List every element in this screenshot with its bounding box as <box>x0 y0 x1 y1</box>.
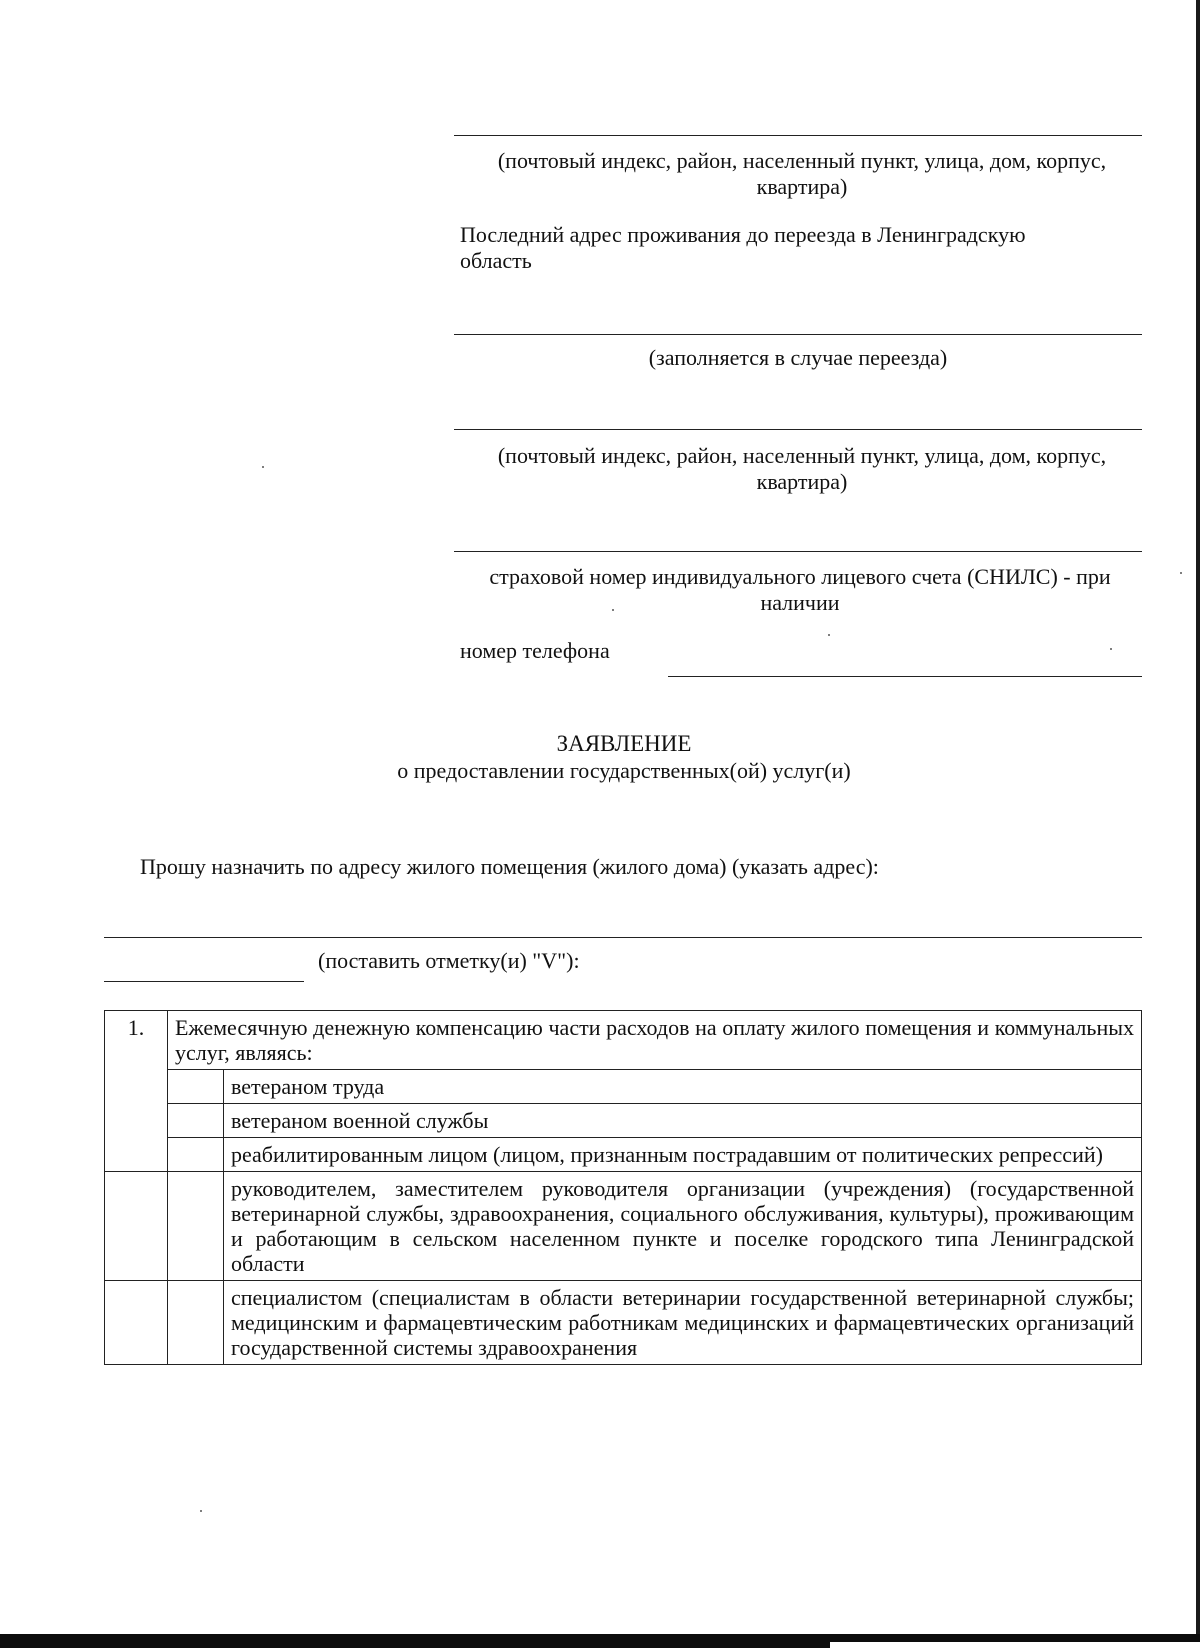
option-military-veteran: ветераном военной службы <box>224 1104 1142 1138</box>
table-row <box>105 1281 1142 1365</box>
table-row <box>105 1172 1142 1281</box>
document-subtitle: о предоставлении государственных(ой) услуг(и) <box>397 758 851 783</box>
option-rural-manager: руководителем, заместителем руководителя организации (учреждения) (государственной ветеринарной службы, здравоохранения, социального обслуживания, культуры), проживающим и работающим в сельском населенном пункте и поселке городского типа Ленинградской области <box>224 1172 1142 1281</box>
phone-label: номер телефона <box>460 638 610 663</box>
table-row <box>105 1104 1142 1138</box>
scan-speck <box>828 634 830 636</box>
snils-caption: страховой номер индивидуального лицевого счета (СНИЛС) - при наличии <box>489 564 1111 615</box>
address-caption-2: (почтовый индекс, район, населенный пункт, улица, дом, корпус, квартира) <box>497 443 1107 494</box>
phone-line <box>668 676 1142 677</box>
checkbox-labor-veteran[interactable] <box>168 1070 224 1104</box>
number-cell-empty <box>105 1281 168 1365</box>
request-text: Прошу назначить по адресу жилого помещения (жилого дома) (указать адрес): <box>140 854 879 879</box>
address-line-1 <box>454 135 1142 136</box>
moving-note: (заполняется в случае переезда) <box>648 345 948 370</box>
option-specialist: специалистом (специалистам в области ветеринарии государственной ветеринарной службы; медицинским и фармацевтическим работникам медицинских и фармацевтических организаций государственной системы здравоохранения <box>224 1281 1142 1365</box>
scan-right-edge <box>1196 0 1200 1648</box>
scan-speck <box>1180 572 1182 574</box>
scan-speck <box>262 466 264 468</box>
table-row <box>105 1011 1142 1070</box>
request-address-line-short <box>104 981 304 982</box>
scan-bottom-edge-gap <box>830 1642 1200 1648</box>
checkbox-rehabilitated[interactable] <box>168 1138 224 1172</box>
address-caption-1: (почтовый индекс, район, населенный пункт, улица, дом, корпус, квартира) <box>497 148 1107 199</box>
item-description: Ежемесячную денежную компенсацию части расходов на оплату жилого помещения и коммунальных услуг, являясь: <box>168 1011 1142 1070</box>
mark-instruction: (поставить отметку(и) "V"): <box>318 948 580 973</box>
scan-speck <box>612 609 614 611</box>
request-address-line <box>104 937 1142 938</box>
scan-speck <box>200 1510 202 1512</box>
benefits-table <box>104 1010 1142 1365</box>
snils-line <box>454 551 1142 552</box>
option-labor-veteran: ветераном труда <box>224 1070 1142 1104</box>
scan-speck <box>1110 648 1112 650</box>
checkbox-military-veteran[interactable] <box>168 1104 224 1138</box>
table-row <box>105 1138 1142 1172</box>
checkbox-specialist[interactable] <box>168 1281 224 1365</box>
item-number: 1. <box>105 1011 168 1172</box>
last-address-label: Последний адрес проживания до переезда в Ленинградскую область <box>460 222 1026 273</box>
checkbox-rural-manager[interactable] <box>168 1172 224 1281</box>
last-address-line <box>454 334 1142 335</box>
address-line-2 <box>454 429 1142 430</box>
number-cell-empty <box>105 1172 168 1281</box>
document-title: ЗАЯВЛЕНИЕ <box>556 731 692 756</box>
option-rehabilitated: реабилитированным лицом (лицом, признанным пострадавшим от политических репрессий) <box>224 1138 1142 1172</box>
table-row <box>105 1070 1142 1104</box>
